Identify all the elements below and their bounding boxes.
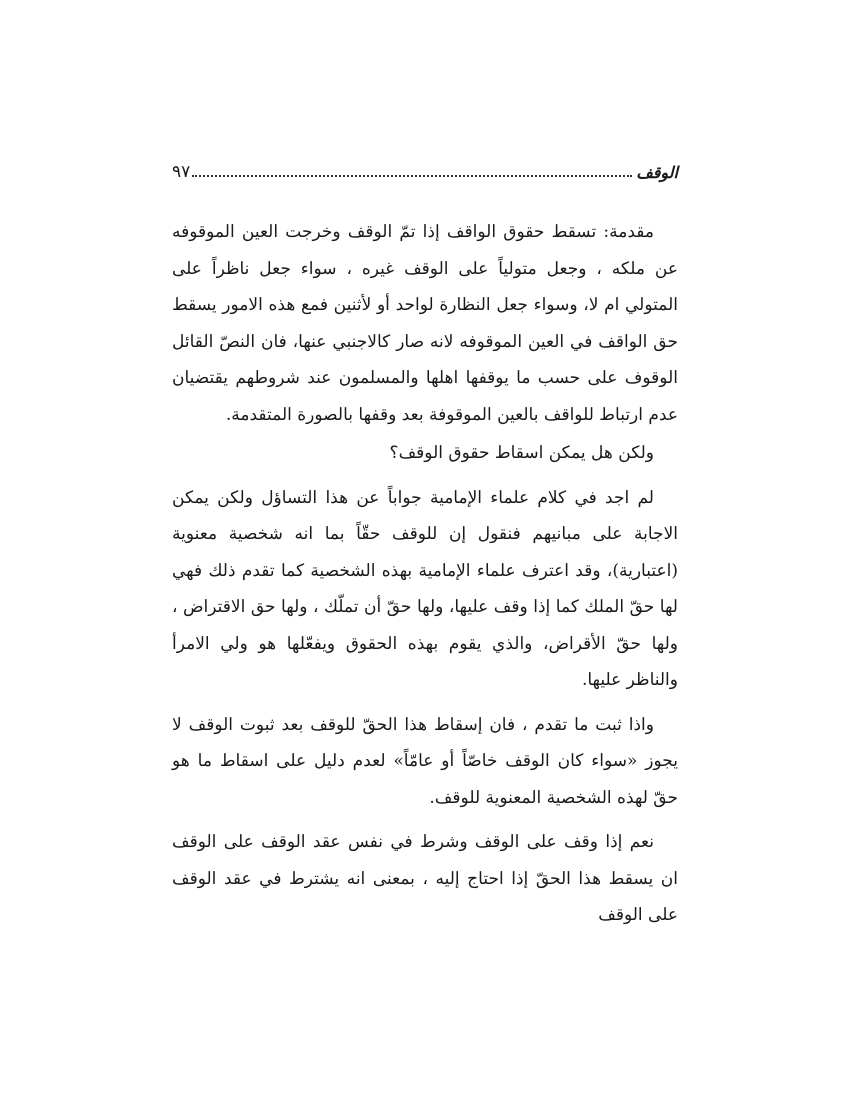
- body-text: [172, 214, 678, 934]
- paragraph-introduction: مقدمة: تسقط حقوق الواقف إذا تمّ الوقف وخرجت العين الموقوفه عن ملكه ، وجعل متولياً على الوقف غيره ، سواء جعل ناظراً على المتولي ام لا، وسواء جعل النظارة لواحد أو لأثنين فمع هذه الامور يسقط حق الواقف في العين الموقوفه لانه صار كالاجنبي عنها، فان النصّ القائل الوقوف على حسب ما يوقفها اهلها والمسلمون عند شروطهم يقتضيان عدم ارتباط للواقف بالعين الموقوفة بعد وقفها بالصورة المتقدمة.: [172, 222, 678, 425]
- paragraph-answer: لم اجد في كلام علماء الإمامية جواباً عن هذا التساؤل ولكن يمكن الاجابة على مبانيهم فنقول إن للوقف حقّاً بما انه شخصية معنوية (اعتبارية)، وقد اعترف علماء الإمامية بهذه الشخصية كما تقدم ذلك فهي لها حقّ الملك كما إذا وقف عليها، ولها حقّ أن تملّك ، ولها حق الاقتراض ، ولها حقّ الأقراض، والذي يقوم بهذه الحقوق ويفعّلها هو ولي الامرأ والناظر عليها.: [172, 487, 678, 690]
- header-dot-leader: [192, 174, 632, 177]
- running-header: [172, 150, 678, 182]
- paragraph-exception: نعم إذا وقف على الوقف وشرط في نفس عقد الوقف على الوقف ان يسقط هذا الحقّ إذا احتاج إليه ، بمعنى انه يشترط في عقد الوقف على الوقف: [172, 832, 678, 925]
- paragraph-ruling: واذا ثبت ما تقدم ، فان إسقاط هذا الحقّ للوقف بعد ثبوت الوقف لا يجوز «سواء كان الوقف خاصّاً أو عامّاً» لعدم دليل على اسقاط ما هو حقّ لهذه الشخصية المعنوية للوقف.: [172, 714, 678, 808]
- paragraph-question: ولكن هل يمكن اسقاط حقوق الوقف؟: [389, 443, 654, 463]
- header-title: الوقف: [636, 163, 678, 182]
- page-number: ٩٧: [172, 162, 191, 182]
